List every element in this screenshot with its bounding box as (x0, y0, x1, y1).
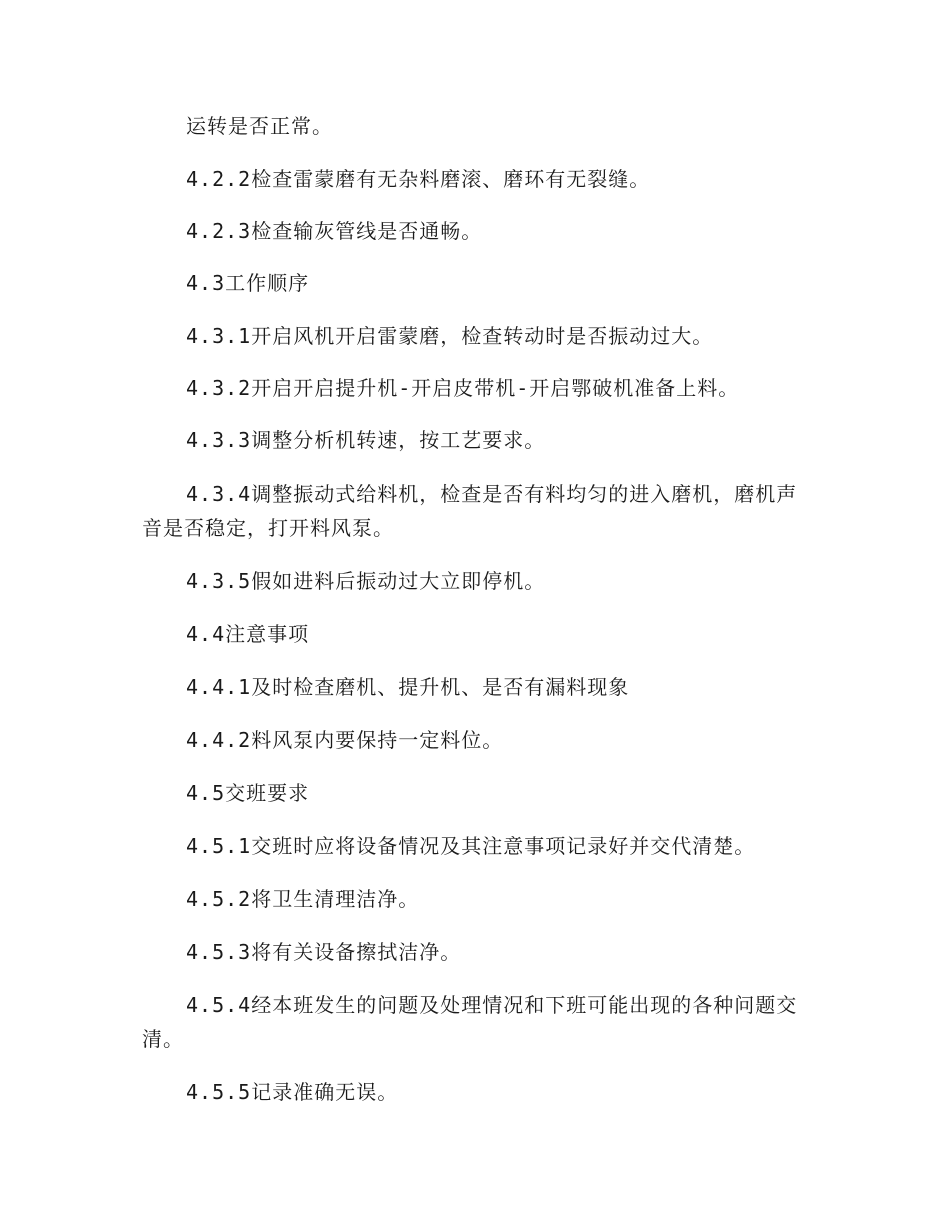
paragraph-14: 4.5.1交班时应将设备情况及其注意事项记录好并交代清楚。 (186, 834, 756, 858)
paragraph-2: 4.2.2检查雷蒙磨有无杂料磨滚、磨环有无裂缝。 (186, 167, 651, 191)
paragraph-17: 4.5.4经本班发生的问题及处理情况和下班可能出现的各种问题交清。 (142, 993, 798, 1051)
paragraph-3: 4.2.3检查输灰管线是否通畅。 (186, 219, 483, 243)
paragraph-9: 4.3.5假如进料后振动过大立即停机。 (186, 569, 546, 593)
paragraph-7: 4.3.3调整分析机转速，按工艺要求。 (186, 428, 546, 452)
section-heading-4-3: 4.3工作顺序 (186, 271, 310, 295)
paragraph-5: 4.3.1开启风机开启雷蒙磨，检查转动时是否振动过大。 (186, 324, 714, 348)
paragraph-18: 4.5.5记录准确无误。 (186, 1080, 399, 1104)
section-heading-4-5: 4.5交班要求 (186, 781, 310, 805)
paragraph-16: 4.5.3将有关设备擦拭洁净。 (186, 940, 462, 964)
paragraph-8: 4.3.4调整振动式给料机，检查是否有料均匀的进入磨机，磨机声音是否稳定，打开料风泵。 (142, 482, 798, 540)
paragraph-11: 4.4.1及时检查磨机、提升机、是否有漏料现象 (186, 675, 630, 699)
paragraph-1: 运转是否正常。 (186, 114, 333, 138)
paragraph-15: 4.5.2将卫生清理洁净。 (186, 887, 420, 911)
paragraph-6: 4.3.2开启开启提升机-开启皮带机-开启鄂破机准备上料。 (186, 376, 740, 400)
section-heading-4-4: 4.4注意事项 (186, 622, 310, 646)
paragraph-12: 4.4.2料风泵内要保持一定料位。 (186, 728, 504, 752)
